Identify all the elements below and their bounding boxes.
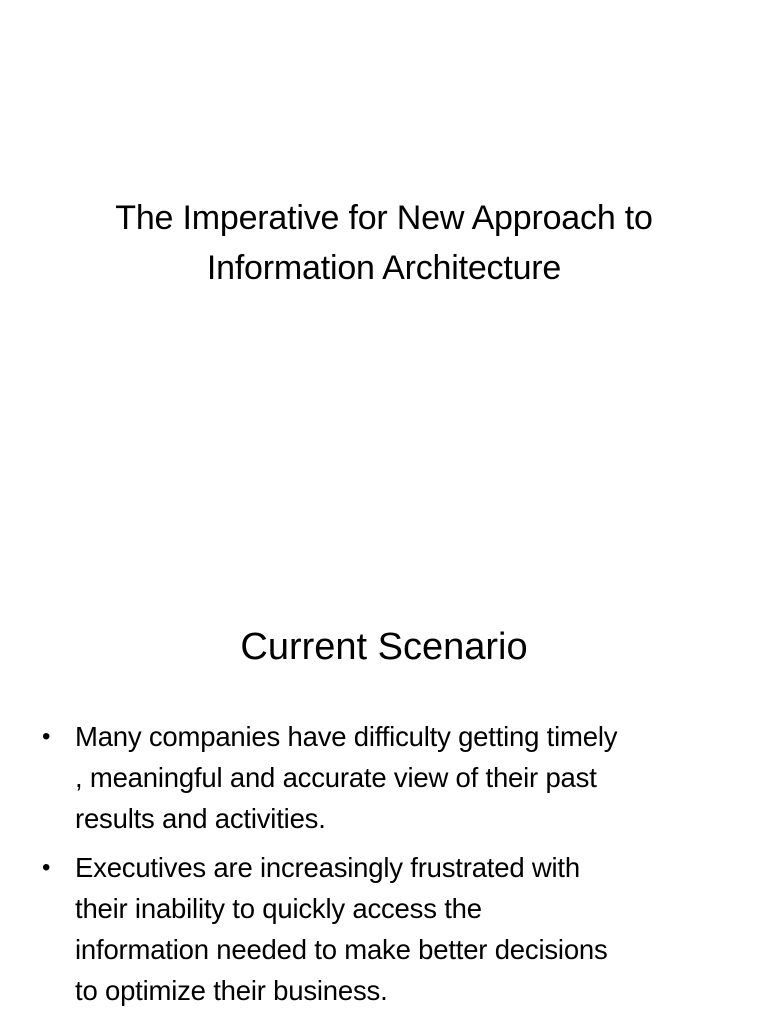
bullet-icon: •	[42, 723, 51, 750]
bullet-line: results and activities.	[75, 803, 326, 834]
content-slide	[0, 576, 768, 1024]
bullet-text	[75, 716, 748, 839]
bullet-line: their inability to quickly access the	[75, 893, 482, 924]
bullet-item	[36, 716, 748, 839]
bullet-line: to optimize their business.	[75, 975, 388, 1006]
bullet-line: , meaningful and accurate view of their past	[75, 762, 597, 793]
bullet-line: Many companies have difficulty getting timely	[75, 721, 618, 752]
bullet-text	[75, 847, 748, 1011]
bullet-item	[36, 847, 748, 1011]
slide-title-line: Information Architecture	[206, 249, 562, 287]
slide-title	[30, 193, 738, 293]
bullet-line: Executives are increasingly frustrated with	[75, 852, 580, 883]
bullet-icon: •	[42, 854, 51, 881]
bullet-line: information needed to make better decisions	[75, 934, 608, 965]
slide-heading: Current Scenario	[240, 626, 528, 668]
slide-title-line: The Imperative for New Approach to	[115, 199, 653, 237]
bullet-list	[36, 716, 748, 1019]
